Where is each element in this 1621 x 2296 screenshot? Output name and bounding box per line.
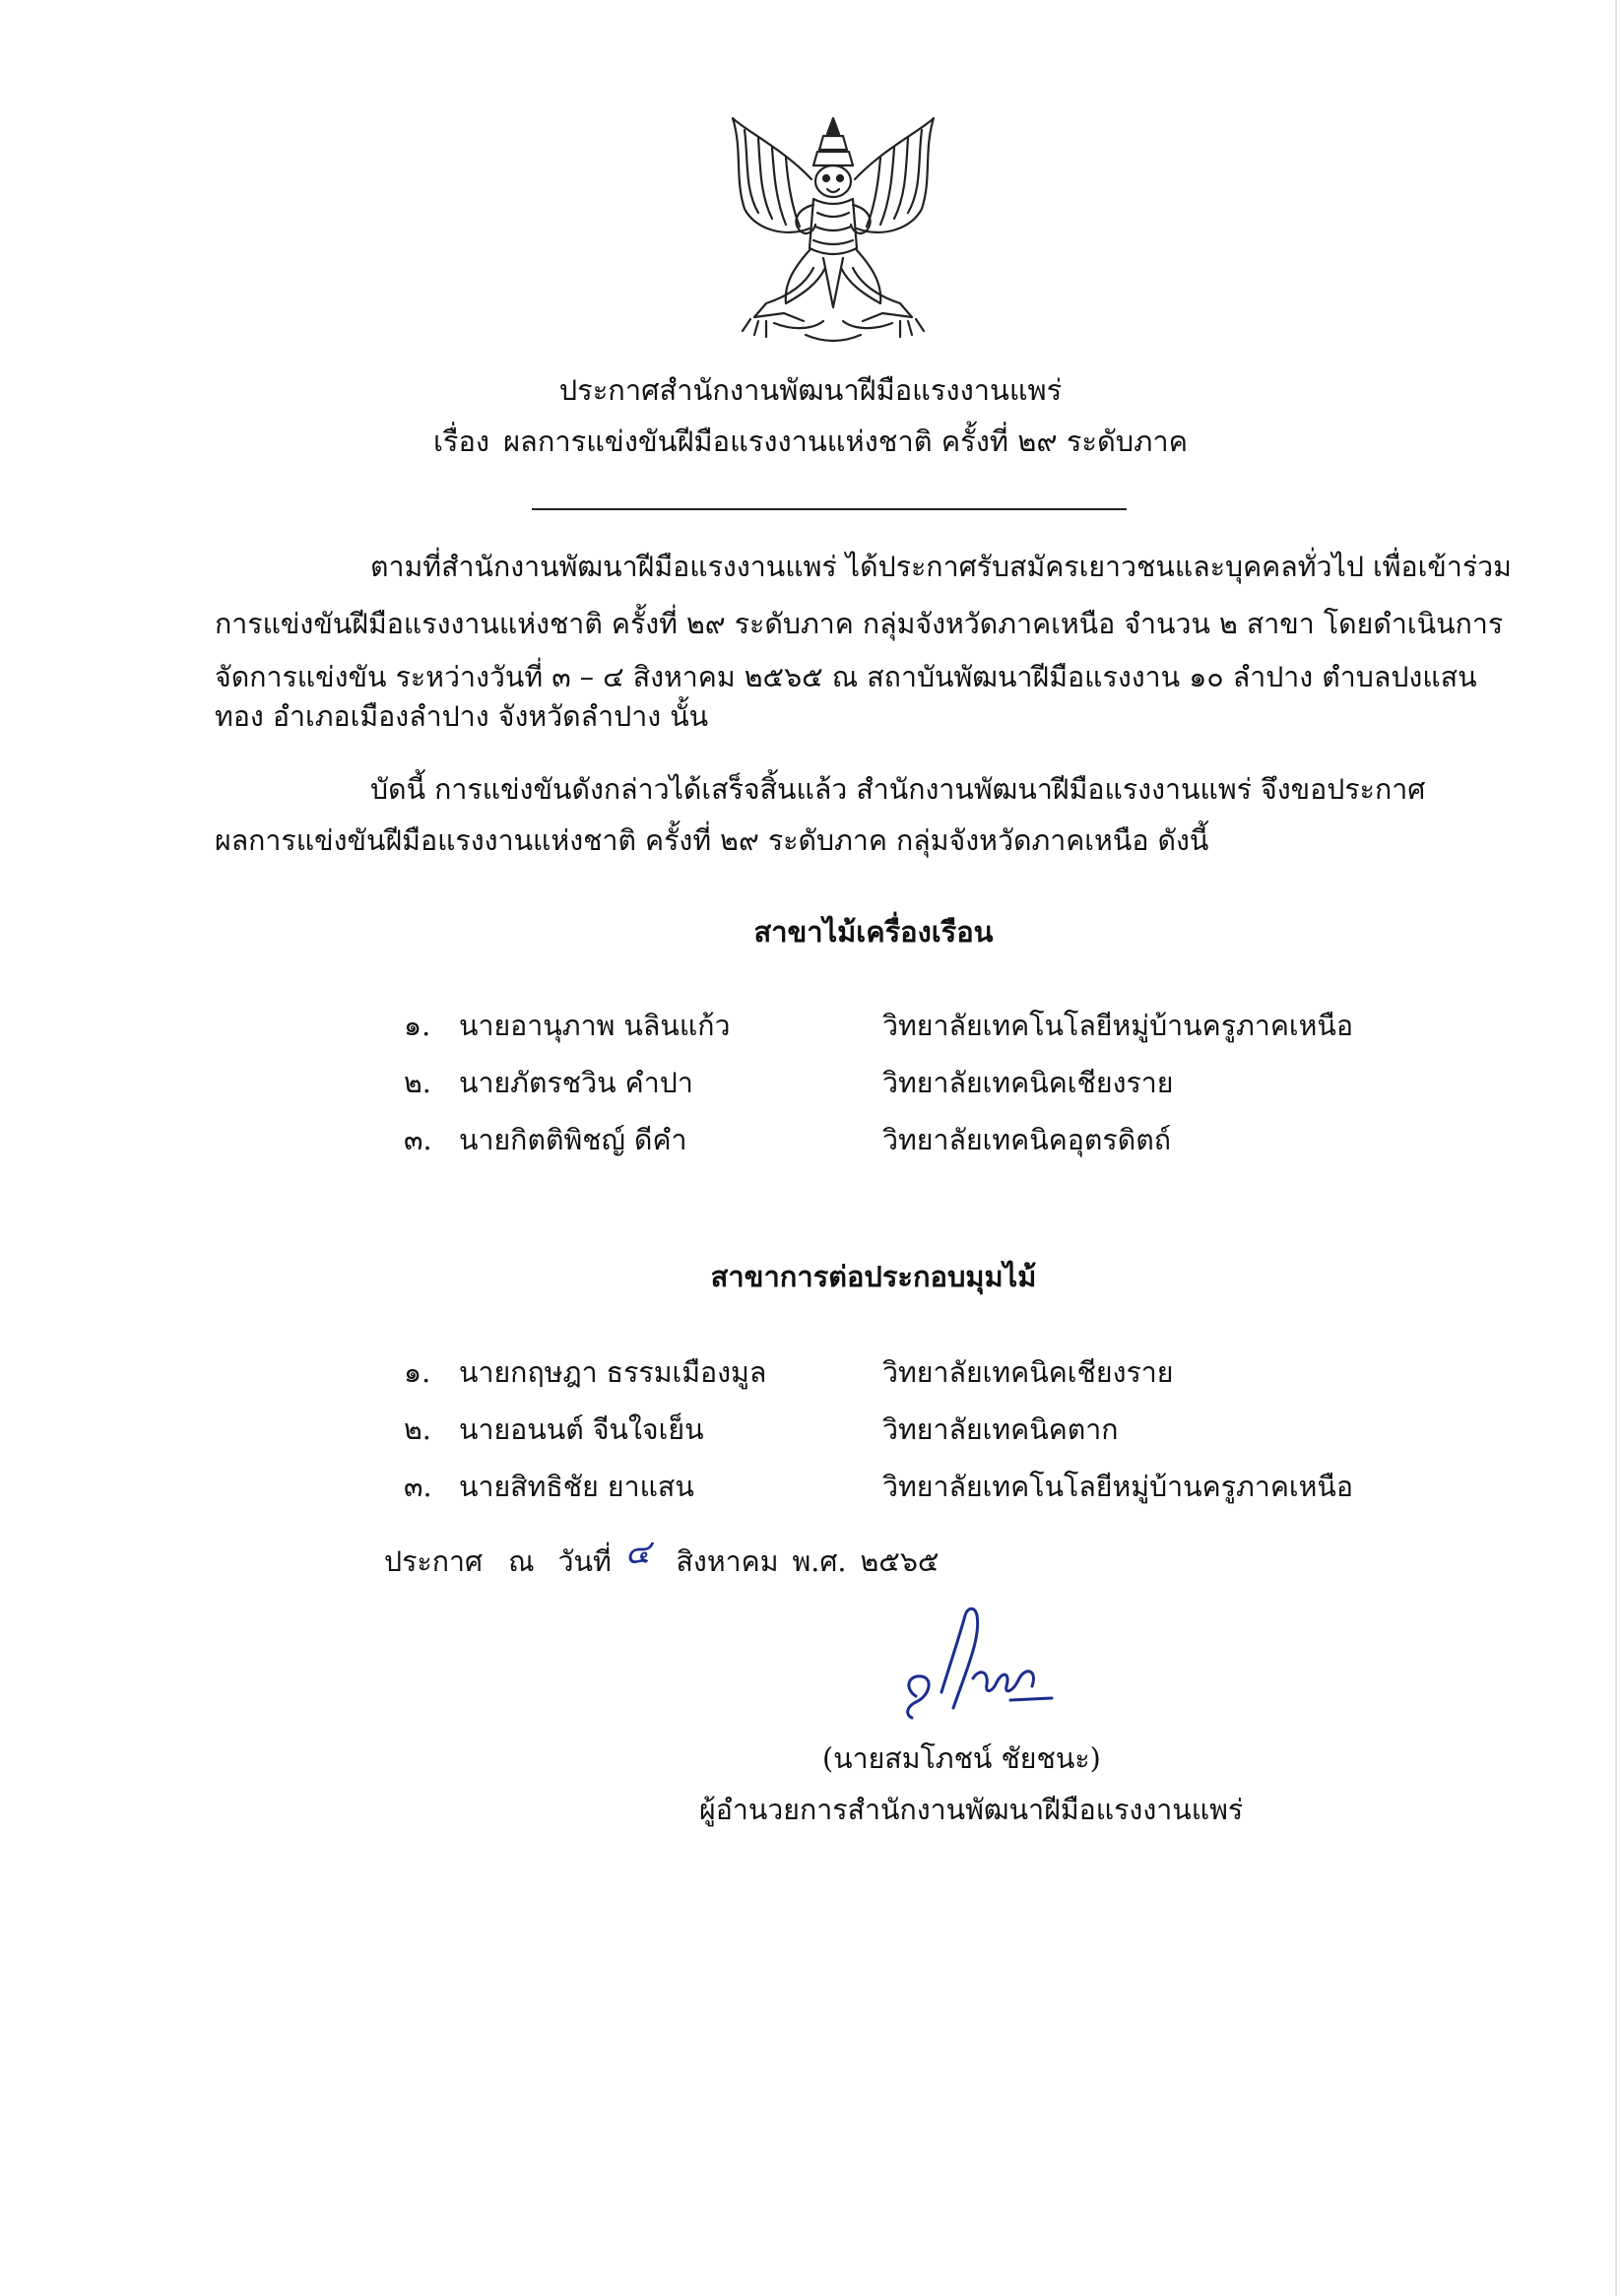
- title-line-1: ประกาศสำนักงานพัฒนาฝีมือแรงงานแพร่: [558, 373, 1063, 407]
- title-divider: [532, 508, 1127, 510]
- announcement-date: [384, 1533, 940, 1584]
- document-title: [0, 370, 1621, 410]
- signatory-position: ผู้อำนวยการสำนักงานพัฒนาฝีมือแรงงานแพร่: [699, 1794, 1244, 1826]
- section-title-wood-joinery: สาขาการต่อประกอบมุมไม้: [710, 1260, 1037, 1293]
- winner-name: นายภัตรชวิน คำปา: [459, 1067, 693, 1099]
- date-era: พ.ศ.: [792, 1545, 847, 1578]
- winner-row: [0, 1005, 1621, 1048]
- paragraph-2-line-2: ผลการแข่งขันฝีมือแรงงานแห่งชาติ ครั้งที่ ๒๙ ระดับภาค กลุ่มจังหวัดภาคเหนือ ดังนี้: [215, 824, 1209, 857]
- winner-school: วิทยาลัยเทคนิคอุตรดิตถ์: [882, 1124, 1172, 1156]
- date-word-day-label: วันที่: [557, 1545, 612, 1578]
- date-year: ๒๕๖๕: [860, 1545, 940, 1578]
- paragraph-1-line-3: จัดการแข่งขัน ระหว่างวันที่ ๓ – ๔ สิงหาคม ๒๕๖๕ ณ สถาบันพัฒนาฝีมือแรงงาน ๑๐ ลำปาง ตำบลปงแสน: [215, 661, 1477, 693]
- signatory-name: (นายสมโภชน์ ชัยชนะ): [822, 1742, 1101, 1775]
- winner-row: [0, 1062, 1621, 1105]
- paragraph-2-line-1: บัดนี้ การแข่งขันดังกล่าวได้เสร็จสิ้นแล้ว สำนักงานพัฒนาฝีมือแรงงานแพร่ จึงขอประกาศ: [370, 773, 1426, 806]
- paragraph-1-line-1: ตามที่สำนักงานพัฒนาฝีมือแรงงานแพร่ ได้ประกาศรับสมัครเยาวชนและบุคคลทั่วไป เพื่อเข้าร่วม: [370, 551, 1512, 583]
- date-month: สิงหาคม: [676, 1545, 779, 1578]
- winner-name: นายกิตติพิชญ์ ดีคำ: [459, 1124, 687, 1156]
- scan-edge: [1615, 0, 1617, 2296]
- winner-rank: ๓.: [404, 1124, 432, 1156]
- winner-rank: ๒.: [404, 1067, 431, 1099]
- winner-rank: ๑.: [404, 1356, 431, 1389]
- subject-text: ผลการแข่งขันฝีมือแรงงานแห่งชาติ ครั้งที่ ๒๙ ระดับภาค: [503, 425, 1189, 458]
- document-subject: [0, 422, 1621, 461]
- date-word-announce: ประกาศ: [384, 1545, 484, 1578]
- winner-rank: ๓.: [404, 1471, 432, 1503]
- winner-school: วิทยาลัยเทคโนโลยีหมู่บ้านครูภาคเหนือ: [882, 1471, 1354, 1503]
- winner-name: นายอนนต์ จีนใจเย็น: [459, 1413, 704, 1446]
- handwritten-signature-icon: [894, 1598, 1062, 1726]
- winner-rank: ๒.: [404, 1413, 431, 1446]
- winner-school: วิทยาลัยเทคนิคเชียงราย: [882, 1067, 1174, 1099]
- winner-row: [0, 1466, 1621, 1509]
- paragraph-1-line-2: การแข่งขันฝีมือแรงงานแห่งชาติ ครั้งที่ ๒๙ ระดับภาค กลุ่มจังหวัดภาคเหนือ จำนวน ๒ สาขา โดยดำเนินการ: [215, 608, 1504, 640]
- winner-school: วิทยาลัยเทคนิคตาก: [882, 1413, 1119, 1446]
- winner-row: [0, 1409, 1621, 1452]
- winner-rank: ๑.: [404, 1010, 431, 1042]
- paragraph-1-line-4: ทอง อำเภอเมืองลำปาง จังหวัดลำปาง นั้น: [215, 700, 709, 733]
- garuda-emblem-icon: [715, 110, 951, 352]
- winner-name: นายสิทธิชัย ยาแสน: [459, 1471, 694, 1503]
- section-title-furniture: สาขาไม้เครื่องเรือน: [753, 915, 994, 949]
- date-day-handwritten: ๔: [624, 1533, 651, 1572]
- date-word-at: ณ: [508, 1545, 535, 1578]
- subject-prefix: เรื่อง: [432, 425, 490, 458]
- winner-name: นายกฤษฎา ธรรมเมืองมูล: [459, 1356, 767, 1389]
- winner-row: [0, 1119, 1621, 1162]
- winner-school: วิทยาลัยเทคนิคเชียงราย: [882, 1356, 1174, 1389]
- winner-row: [0, 1351, 1621, 1395]
- winner-name: นายอานุภาพ นลินแก้ว: [459, 1010, 731, 1042]
- winner-school: วิทยาลัยเทคโนโลยีหมู่บ้านครูภาคเหนือ: [882, 1010, 1354, 1042]
